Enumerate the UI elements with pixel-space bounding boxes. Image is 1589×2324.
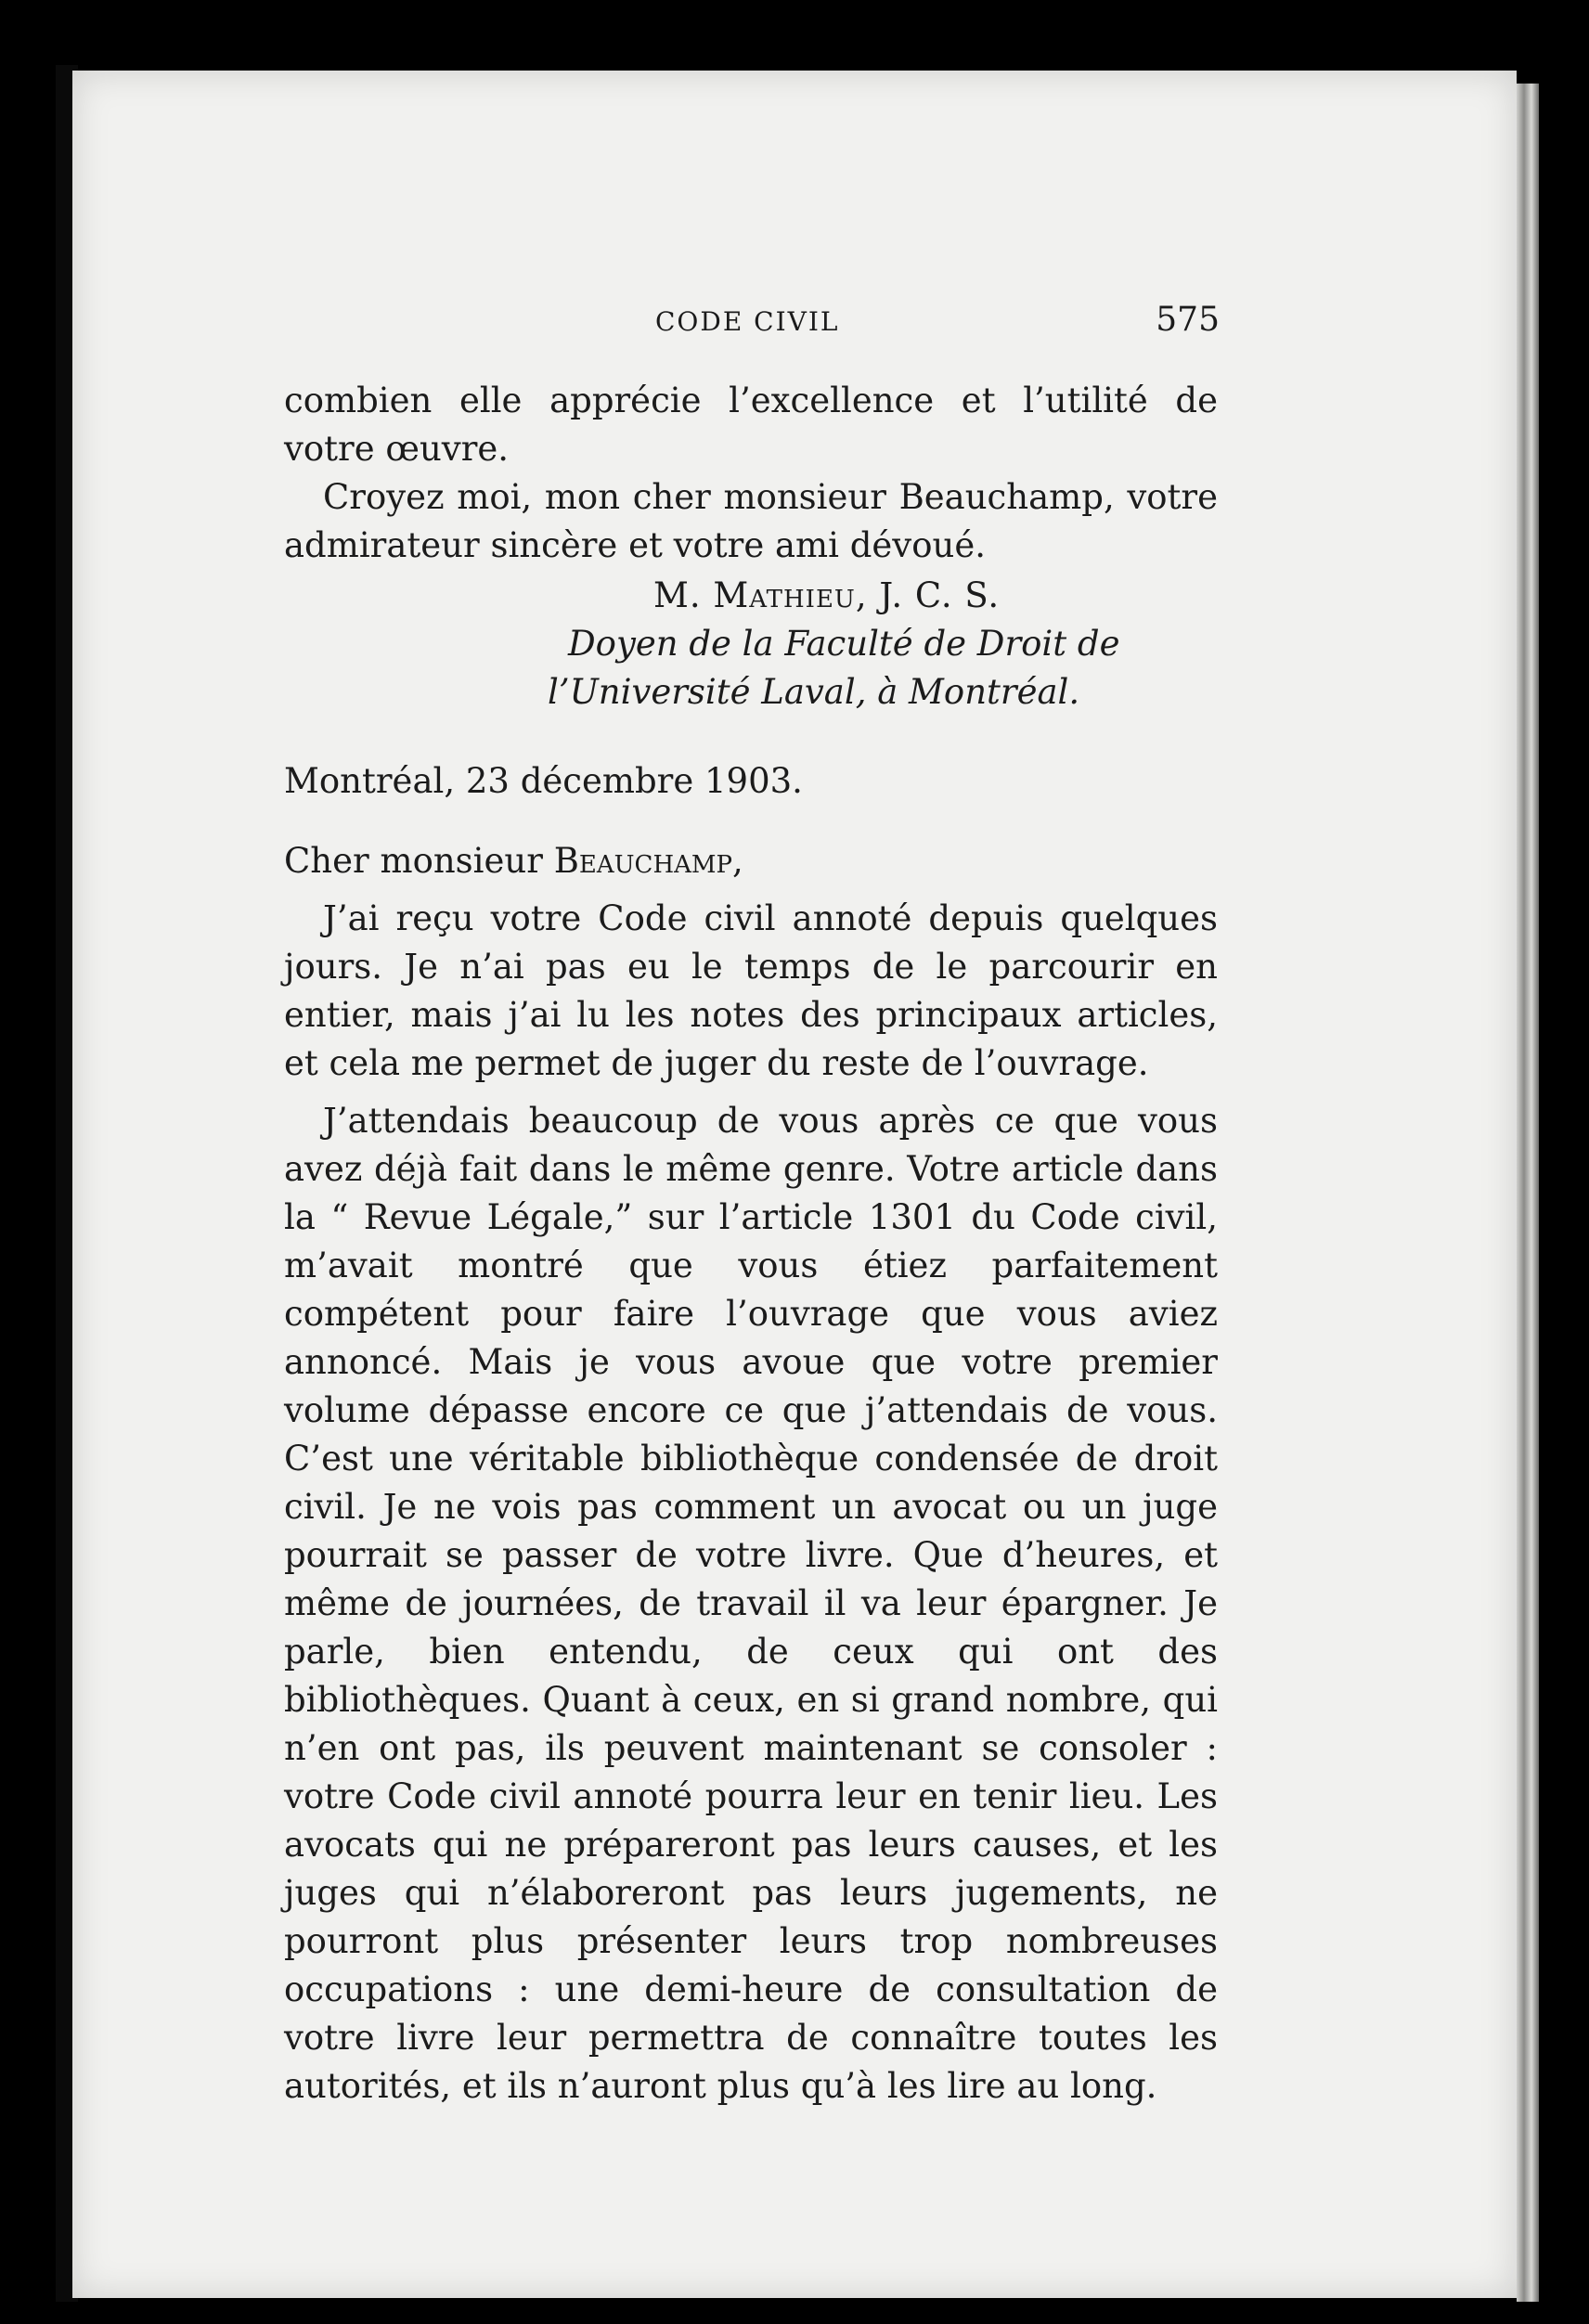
closing-paragraph: combien elle apprécie l’excellence et l’utilité de votre œuvre. <box>284 381 1218 469</box>
signature-name <box>284 572 1218 620</box>
salutation <box>284 837 1218 885</box>
signature-title-line2: l’Université Laval, à Montréal. <box>548 672 1080 712</box>
page-header <box>284 301 1220 347</box>
closing-formula: Croyez moi, mon cher monsieur Beauchamp, votre admirateur sincère et votre ami dévoué. <box>284 477 1218 565</box>
signature-suffix: J. C. S. <box>879 575 1001 615</box>
signature-initial: M. <box>653 575 702 615</box>
running-title: CODE CIVIL <box>655 306 840 337</box>
letter-paragraph-1: J’ai reçu votre Code civil annoté depuis quelques jours. Je n’ai pas eu le temps de le parcourir en entier, mais j’ai lu les notes des principaux articles, et cela me permet de juger du reste de l’ouvrage. <box>284 898 1218 1083</box>
page-body <box>284 377 1218 2111</box>
page-number: 575 <box>1156 301 1220 339</box>
letter-date: Montréal, 23 décembre 1903. <box>284 761 803 801</box>
salutation-name: Beauchamp, <box>553 841 743 881</box>
salutation-prefix: Cher monsieur <box>284 841 543 881</box>
signature-surname: Mathieu, <box>713 575 868 615</box>
page-stack-edge <box>1517 84 1539 2302</box>
signature-title-line1: Doyen de la Faculté de Droit de <box>568 624 1120 664</box>
letter-paragraph-2: J’attendais beaucoup de vous après ce que vous avez déjà fait dans le même genre. Votre article dans la “ Revue Légale,” sur l’article 1301 du Code civil, m’avait montré que vous étiez parfaitement compétent pour faire l’ouvrage que vous aviez annoncé. Mais je vous avoue que votre premier volume dépasse encore ce que j’attendais de vous. C’est une véritable bibliothèque condensée de droit civil. Je ne vois pas comment un avocat ou un juge pourrait se passer de votre livre. Que d’heures, et même de journées, de travail il va leur épargner. Je parle, bien entendu, de ceux qui ont des bibliothèques. Quant à ceux, en si grand nombre, qui n’en ont pas, ils peuvent maintenant se consoler : votre Code civil annoté pourra leur en tenir lieu. Les avocats qui ne prépareront pas leurs causes, et les juges qui n’élaboreront pas leurs jugements, ne pourront plus présenter leurs trop nombreuses occupations : une demi-heure de consultation de votre livre leur permettra de connaître toutes les autorités, et ils n’auront plus qu’à les lire au long. <box>284 1101 1218 2106</box>
